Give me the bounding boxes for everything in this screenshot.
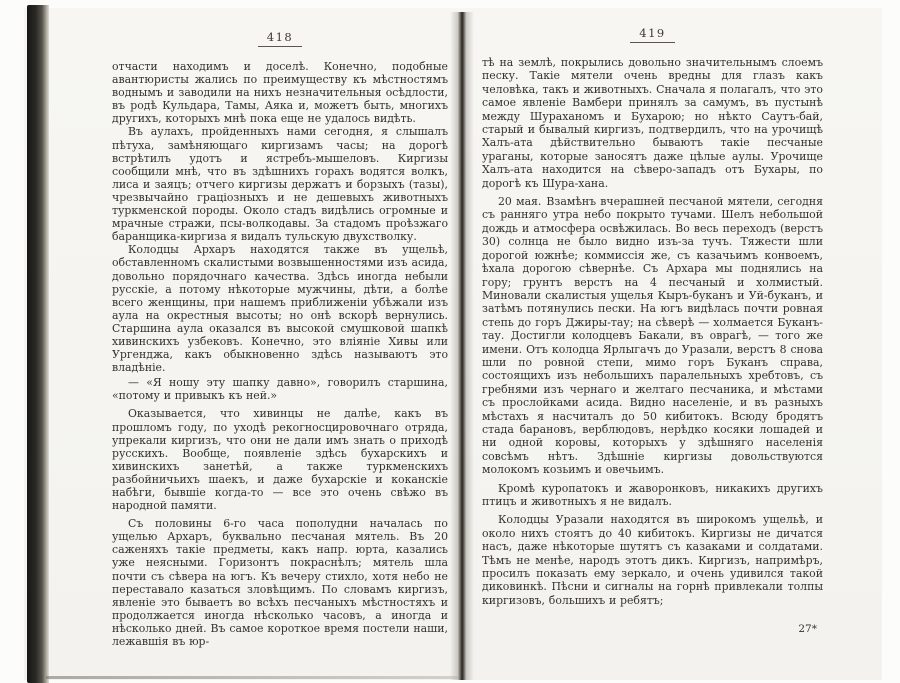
- page-header-right: [482, 22, 823, 43]
- page-418-text-column: [112, 60, 448, 648]
- paragraph: Съ половины 6-го часа пополудни началась по ущелью Архаръ, буквально песчаная мятель. Въ 20 саженяхъ такіе предметы, какъ напр. юрта, казались уже неясными. Горизонтъ покраснѣлъ; мятель шла почти съ сѣвера на югъ. Къ вечеру стихло, хотя небо не переставало казаться зловѣщимъ. По словамъ киргизъ, явленіе это бываетъ во всѣхъ песчаныхъ мѣстностяхъ и продолжается иногда нѣсколько часовъ, а иногда и нѣсколько дней. Въ самое короткое время постели наши, лежавшія въ юр-: [112, 517, 448, 649]
- paragraph-continuation: отчасти находимъ и доселѣ. Конечно, подобные авантюристы жались по преимуществу къ мѣстностямъ воднымъ и заводили на нихъ незначительныя осѣдлости, въ родѣ Кульдара, Тамы, Аяка и, можетъ быть, многихъ другихъ, которыхъ мнѣ пока еще не удалось видѣть.: [112, 60, 448, 126]
- diary-entry-text: Взамѣнъ вчерашней песчаной мятели, сегодня съ ранняго утра небо покрыто тучами. Шелъ небольшой дождь и атмосфера освѣжилась. Во весь переходъ (верстъ 30) солнца не было видно изъ-за тучъ. Тяжести шли дорогой южнѣе; коммиссія же, съ казачьимъ конвоемъ, ѣхала дорогою сѣвернѣе. Съ Архара мы поднялись на гору; грунтъ верстъ на 4 песчаный и холмистый. Миновали скалистыя ущелья Кыръ-буканъ и Уй-буканъ, и затѣмъ потянулись пески. На югъ видѣлась почти ровная степь до горъ Джиры-тау; на сѣверѣ — холмается Буканъ-тау. Достигли колодцевъ Бакали, въ оврагѣ, — того же имени. Отъ колодца Ярлыгачъ до Уразали, верстъ 8 снова шли по ровной степи, мимо горъ Буканъ справа, состоящихъ изъ небольшихъ паралельныхъ хребтовъ, съ гребнями изъ чернаго и желтаго песчаника, и мѣстами съ прослойками асида. Видно населеніе, и въ разныхъ мѣстахъ я насчиталъ до 50 кибитокъ. Всюду бродятъ стада барановъ, верблюдовъ, нерѣдко косяки лошадей и ни одной коровы, которыхъ у здѣшняго населенія совсѣмъ нѣтъ. Здѣшніе киргизы довольствуются молокомъ козьимъ и овечьимъ.: [482, 195, 824, 477]
- paragraph-continuation: тѣ на землѣ, покрылись довольно значительнымъ слоемъ песку. Такіе мятели очень вредны для глазъ какъ человѣка, такъ и животныхъ. Сначала я полагалъ, что это самое явленіе Вамбери принялъ за самумъ, въ пустынѣ между Шураханомъ и Бухарою; но нѣкто Саутъ-бай, старый и бывалый киргизъ, подтвердилъ, что на урочищѣ Халъ-ата дѣйствительно бываютъ такіе песчаные ураганы, которые заносятъ даже цѣлые аулы. Урочище Халъ-ата находится на сѣверо-западъ отъ Бухары, по дорогѣ къ Шура-хана.: [482, 56, 823, 190]
- page-number-left: 418: [258, 30, 302, 47]
- page-419-text-column: [482, 56, 823, 607]
- paragraph: Въ аулахъ, пройденныхъ нами сегодня, я слышалъ пѣтуха, замѣняющаго киргизамъ часы; на дорогѣ встрѣтилъ удотъ и ястребъ-мышеловъ. Киргизы сообщили мнѣ, что въ здѣшнихъ горахъ водятся волкъ, лиса и заяцъ; отчего киргизы держатъ и борзыхъ (тазы), чрезвычайно граціозныхъ и не дешевыхъ животныхъ туркменской породы. Около стадъ видѣлись огромные и мрачные стражи, псы-волкодавы. За стадомъ проѣзжаго баранщика-киргиза я видалъ тульскую двухстволку.: [112, 125, 448, 244]
- paragraph: Оказывается, что хивинцы не далѣе, какъ въ прошломъ году, по уходѣ рекогносцировочнаго отряда, упрекали киргизъ, что они не дали имъ знать о приходѣ русскихъ. Вообще, появленіе здѣсь бухарскихъ и хивинскихъ занетѣй, а также туркменскихъ разбойничьихъ шаекъ, и даже бухарскіе и коканскіе набѣги, бывшіе когда-то — все это очень свѣжо въ народной памяти.: [112, 407, 448, 513]
- page-gutter-shadow: [450, 12, 474, 680]
- signature-mark: 27*: [798, 623, 817, 636]
- page-419: [482, 22, 823, 635]
- page-number-right: 419: [630, 26, 674, 43]
- paragraph: Колодцы Архаръ находятся также въ ущельѣ, обставленномъ скалистыми возвышенностями изъ асида, довольно порядочнаго качества. Здѣсь иногда небыли русскіе, а потому нѣкоторые мужчины, дѣти, а болѣе всего женщины, при нашемъ приближеніи убѣжали изъ аула на окрестныя высоты; но онѣ вскорѣ вернулись. Старшина аула оказался въ высокой смушковой шапкѣ хивинскихъ узбековъ. Конечно, это вліяніе Хивы или Ургенджа, какъ обыкновенно здѣсь называютъ это владѣніе.: [112, 243, 448, 375]
- paragraph: Колодцы Уразали находятся въ широкомъ ущельѣ, и около нихъ стоятъ до 40 кибитокъ. Киргизы не дичатся насъ, даже нѣкоторые шутятъ съ казаками и солдатами. Тѣмъ не менѣе, народъ этотъ дикъ. Киргизъ, напримѣръ, просилъ показать ему зеркало, и очень удивился такой диковинкѣ. Пѣсни и сигналы на горнѣ привлекали толпы киргизовъ, большихъ и ребятъ;: [482, 513, 823, 607]
- page-418: [112, 26, 448, 648]
- page-bottom-edge-shadow: [46, 676, 458, 679]
- paragraph-diary-entry: [482, 195, 823, 477]
- book-edge-shadow: [27, 5, 49, 683]
- paragraph: Кромѣ куропатокъ и жаворонковъ, никакихъ другихъ птицъ и животныхъ я не видалъ.: [482, 481, 823, 508]
- page-header-left: [112, 26, 448, 47]
- paragraph-quote: — «Я ношу эту шапку давно», говорилъ старшина, «потому и привыкъ къ ней.»: [112, 376, 448, 403]
- diary-date-label: 20 мая.: [498, 195, 542, 209]
